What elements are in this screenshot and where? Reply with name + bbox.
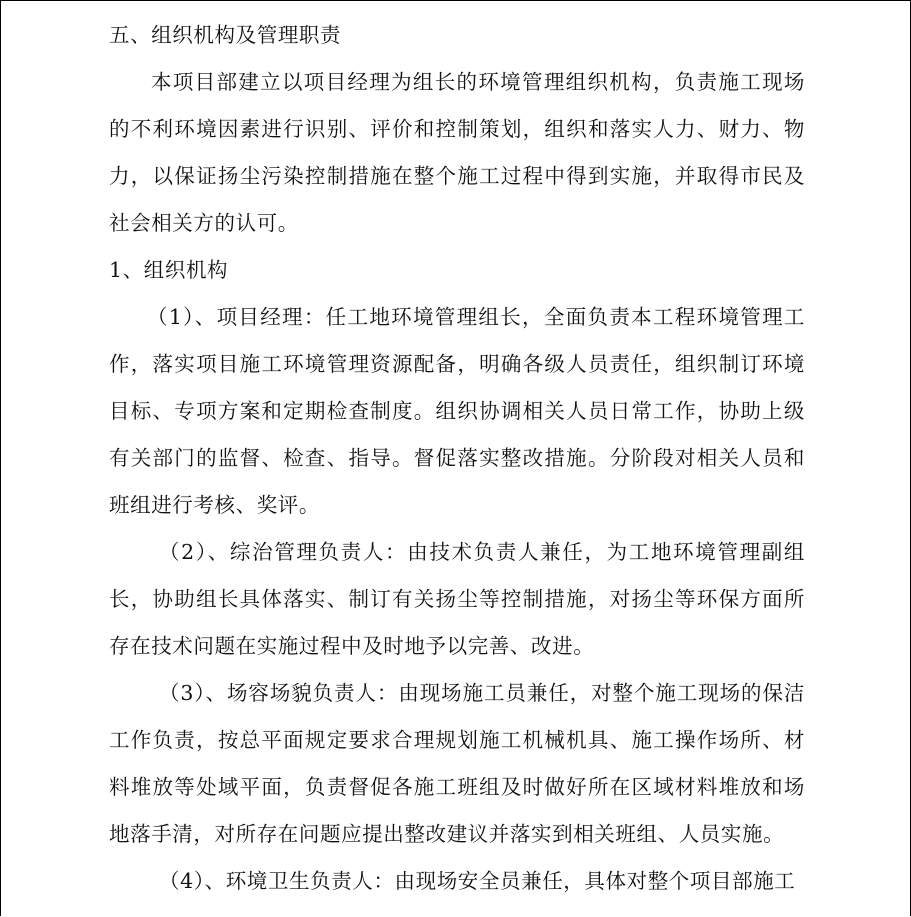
item-comprehensive-manager: （2）、综治管理负责人：由技术负责人兼任，为工地环境管理副组长，协助组长具体落实、制订有关扬尘等控制措施，对扬尘等环保方面所存在技术问题在实施过程中及时地予以完善、改进。: [109, 540, 805, 658]
section-title: 五、组织机构及管理职责: [109, 23, 342, 47]
subsection-title: 1、组织机构: [109, 258, 229, 282]
item-site-appearance-manager: （3）、场容场貌负责人：由现场施工员兼任，对整个施工现场的保洁工作负责，按总平面规定要求合理规划施工机械机具、施工操作场所、材料堆放等处域平面，负责督促各施工班组及时做好所在区域材料堆放和场地落手清，对所存在问题应提出整改建议并落实到相关班组、人员实施。: [109, 681, 805, 846]
item-sanitation-manager: （4）、环境卫生负责人：由现场安全员兼任，具体对整个项目部施工: [159, 869, 796, 893]
document-page: [109, 0, 805, 905]
item-project-manager: （1）、项目经理：任工地环境管理组长，全面负责本工程环境管理工作，落实项目施工环境管理资源配备，明确各级人员责任，组织制订环境目标、专项方案和定期检查制度。组织协调相关人员日常工作，协助上级有关部门的监督、检查、指导。督促落实整改措施。分阶段对相关人员和班组进行考核、奖评。: [109, 305, 805, 517]
intro-paragraph: 本项目部建立以项目经理为组长的环境管理组织机构，负责施工现场的不利环境因素进行识别、评价和控制策划，组织和落实人力、财力、物力，以保证扬尘污染控制措施在整个施工过程中得到实施，并取得市民及社会相关方的认可。: [109, 70, 805, 235]
